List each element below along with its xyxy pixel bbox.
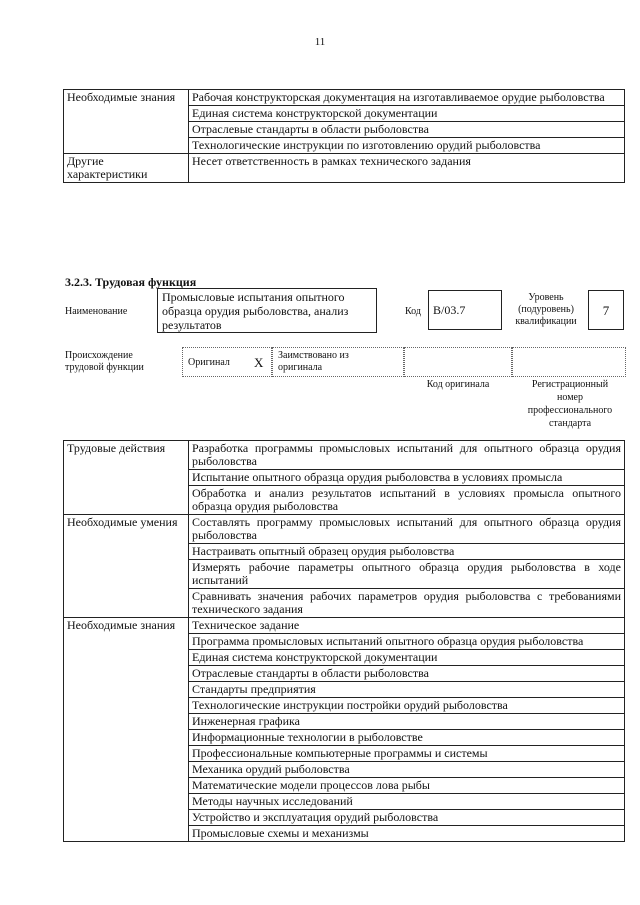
row-item-cell: Профессиональные компьютерные программы и системы xyxy=(189,746,625,762)
function-name-box xyxy=(157,288,377,333)
row-item-cell: Промысловые схемы и механизмы xyxy=(189,826,625,842)
borrowed-label: Заимствовано из оригинала xyxy=(278,350,349,373)
row-label-cell xyxy=(64,634,189,650)
original-mark: X xyxy=(254,355,264,370)
row-label-cell: Необходимые знания xyxy=(64,90,189,106)
row-item-cell: Технологические инструкции постройки орудий рыболовства xyxy=(189,698,625,714)
origin-label: Происхождение трудовой функции xyxy=(65,350,144,373)
row-label-cell xyxy=(64,650,189,666)
code-original-label: Код оригинала xyxy=(426,379,490,390)
row-label-cell: Трудовые действия xyxy=(64,441,189,470)
reg-number-label: Регистрационный номер профессионального стандарта xyxy=(527,379,613,429)
row-label-cell xyxy=(64,826,189,842)
name-label: Наименование xyxy=(65,306,128,317)
row-label-cell xyxy=(64,794,189,810)
origin-cell-code xyxy=(404,347,512,377)
code-label: Код xyxy=(405,306,421,317)
row-item-cell: Математические модели процессов лова рыбы xyxy=(189,778,625,794)
row-item-cell: Несет ответственность в рамках технического задания xyxy=(189,154,625,183)
row-label-cell: Другие характеристики xyxy=(64,154,189,183)
original-label: Оригинал xyxy=(188,357,230,368)
row-item-cell: Составлять программу промысловых испытаний для опытного образца орудия рыболовства xyxy=(189,515,625,544)
row-label-cell xyxy=(64,810,189,826)
knowledge-table xyxy=(63,89,625,183)
row-label-cell xyxy=(64,714,189,730)
row-label-cell xyxy=(64,682,189,698)
row-item-cell: Рабочая конструкторская документация на изготавливаемое орудие рыболовства xyxy=(189,90,625,106)
code-value: В/03.7 xyxy=(433,303,466,317)
section-title: 3.2.3. Трудовая функция xyxy=(65,275,197,289)
row-item-cell: Обработка и анализ результатов испытаний в условиях промысла опытного образца орудия рыболовства xyxy=(189,486,625,515)
row-item-cell: Настраивать опытный образец орудия рыболовства xyxy=(189,544,625,560)
function-name: Промысловые испытания опытного образца орудия рыболовства, анализ результатов xyxy=(162,290,349,332)
labor-function-table xyxy=(63,440,625,842)
origin-cell-reg xyxy=(512,347,626,377)
row-item-cell: Разработка программы промысловых испытаний для опытного образца орудия рыболовства xyxy=(189,441,625,470)
row-item-cell: Испытание опытного образца орудия рыболовства в условиях промысла xyxy=(189,470,625,486)
row-item-cell: Единая система конструкторской документации xyxy=(189,650,625,666)
row-item-cell: Отраслевые стандарты в области рыболовства xyxy=(189,122,625,138)
level-value: 7 xyxy=(602,303,610,318)
row-label-cell xyxy=(64,589,189,618)
row-item-cell: Сравнивать значения рабочих параметров орудия рыболовства с требованиями технического задания xyxy=(189,589,625,618)
row-item-cell: Механика орудий рыболовства xyxy=(189,762,625,778)
row-item-cell: Устройство и эксплуатация орудий рыболовства xyxy=(189,810,625,826)
row-item-cell: Методы научных исследований xyxy=(189,794,625,810)
row-label-cell xyxy=(64,544,189,560)
row-item-cell: Техническое задание xyxy=(189,618,625,634)
level-box xyxy=(588,290,624,330)
row-label-cell xyxy=(64,778,189,794)
row-item-cell: Отраслевые стандарты в области рыболовства xyxy=(189,666,625,682)
row-item-cell: Программа промысловых испытаний опытного образца орудия рыболовства xyxy=(189,634,625,650)
row-label-cell xyxy=(64,698,189,714)
row-label-cell: Необходимые знания xyxy=(64,618,189,634)
row-label-cell xyxy=(64,666,189,682)
row-label-cell xyxy=(64,122,189,138)
row-label-cell xyxy=(64,486,189,515)
row-label-cell: Необходимые умения xyxy=(64,515,189,544)
row-label-cell xyxy=(64,560,189,589)
page-number: 11 xyxy=(314,36,326,48)
row-label-cell xyxy=(64,106,189,122)
row-item-cell: Стандарты предприятия xyxy=(189,682,625,698)
level-label: Уровень (подуровень) квалификации xyxy=(515,292,577,327)
row-item-cell: Инженерная графика xyxy=(189,714,625,730)
row-label-cell xyxy=(64,762,189,778)
row-item-cell: Единая система конструкторской документации xyxy=(189,106,625,122)
code-box xyxy=(428,290,502,330)
row-label-cell xyxy=(64,730,189,746)
row-item-cell: Измерять рабочие параметры опытного образца орудия рыболовства в ходе испытаний xyxy=(189,560,625,589)
row-label-cell xyxy=(64,746,189,762)
row-item-cell: Технологические инструкции по изготовлению орудий рыболовства xyxy=(189,138,625,154)
row-item-cell: Информационные технологии в рыболовстве xyxy=(189,730,625,746)
row-label-cell xyxy=(64,470,189,486)
row-label-cell xyxy=(64,138,189,154)
